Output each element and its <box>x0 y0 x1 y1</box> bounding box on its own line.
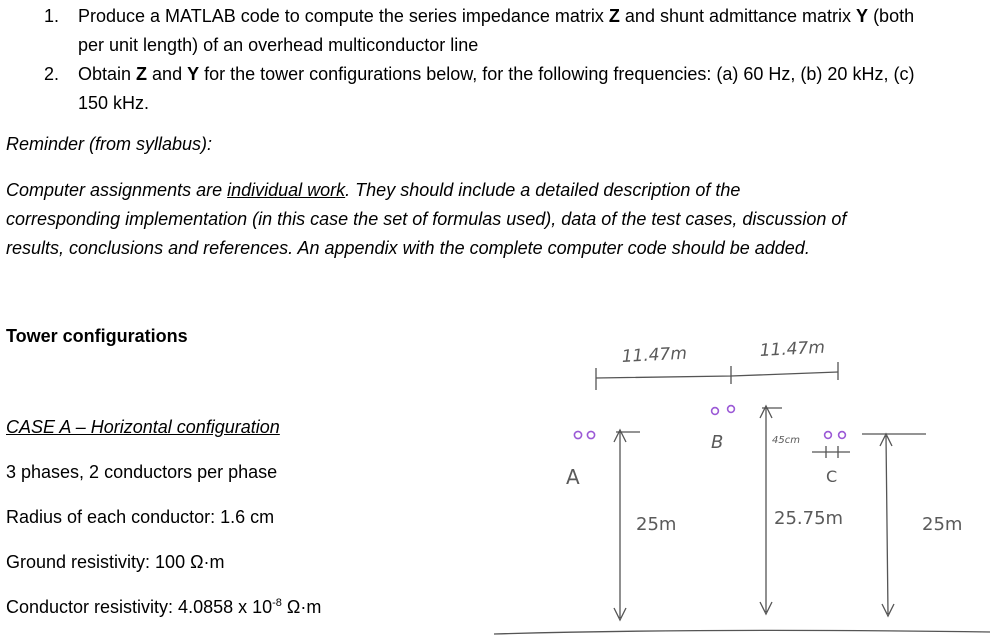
conductors-b <box>712 406 735 415</box>
phase-label-b: B <box>711 432 724 453</box>
span-label-1: 11.47m <box>621 343 688 367</box>
conductor-a2 <box>587 431 594 438</box>
sketch-lines <box>494 362 990 634</box>
ground-resistivity-spec: Ground resistivity: 100 Ω·m <box>6 552 225 572</box>
task-2-number: 2. <box>44 64 60 84</box>
reminder-line-1: Computer assignments are individual work. They should include a detailed description of the <box>6 180 741 200</box>
conductor-b1 <box>712 408 719 415</box>
conductor-c2 <box>839 432 846 439</box>
height-arrow-a <box>614 430 626 620</box>
task-1-number: 1. <box>44 6 60 26</box>
task-1-text: Produce a MATLAB code to compute the series impedance matrix Z and shunt admittance matrix Y (both per unit length) of an overhead multiconductor line <box>78 6 915 55</box>
reminder-heading: Reminder (from syllabus): <box>6 134 213 154</box>
spacing-marker <box>812 446 850 458</box>
spacing-label: 45cm <box>772 435 800 446</box>
phase-label-c: C <box>826 467 838 486</box>
reminder-line-3: results, conclusions and references. An appendix with the complete computer code should be added. <box>6 238 810 258</box>
radius-spec: Radius of each conductor: 1.6 cm <box>6 507 275 527</box>
conductor-c1 <box>825 432 832 439</box>
height-label-b: 25.75m <box>774 508 844 529</box>
conductor-a1 <box>574 431 581 438</box>
height-arrow-b <box>760 406 772 614</box>
span-dimension-line <box>596 372 838 378</box>
phases-spec: 3 phases, 2 conductors per phase <box>6 462 278 482</box>
reminder-line-2: corresponding implementation (in this case the set of formulas used), data of the test cases, discussion of <box>6 209 847 229</box>
height-label-a: 25m <box>636 514 677 535</box>
conductor-resistivity-spec: Conductor resistivity: 4.0858 x $10^{-8}$ Ω·m <box>6 597 322 617</box>
individual-work-emphasis: individual work <box>227 180 346 200</box>
phase-label-a: A <box>566 465 580 489</box>
tower-heading: Tower configurations <box>6 326 188 346</box>
conductors-a <box>574 431 594 438</box>
task-2-text: Obtain Z and Y for the tower configurations below, for the following frequencies: (a) 60 Hz, (b) 20 kHz, (c) 150 kHz. <box>78 64 915 113</box>
conductors-c <box>825 432 846 439</box>
conductor-b2 <box>728 406 735 413</box>
height-arrow-c <box>880 434 894 616</box>
height-label-c: 25m <box>922 514 963 535</box>
ground-line <box>494 630 990 634</box>
span-label-2: 11.47m <box>759 337 826 361</box>
case-title: CASE A – Horizontal configuration <box>6 417 280 437</box>
